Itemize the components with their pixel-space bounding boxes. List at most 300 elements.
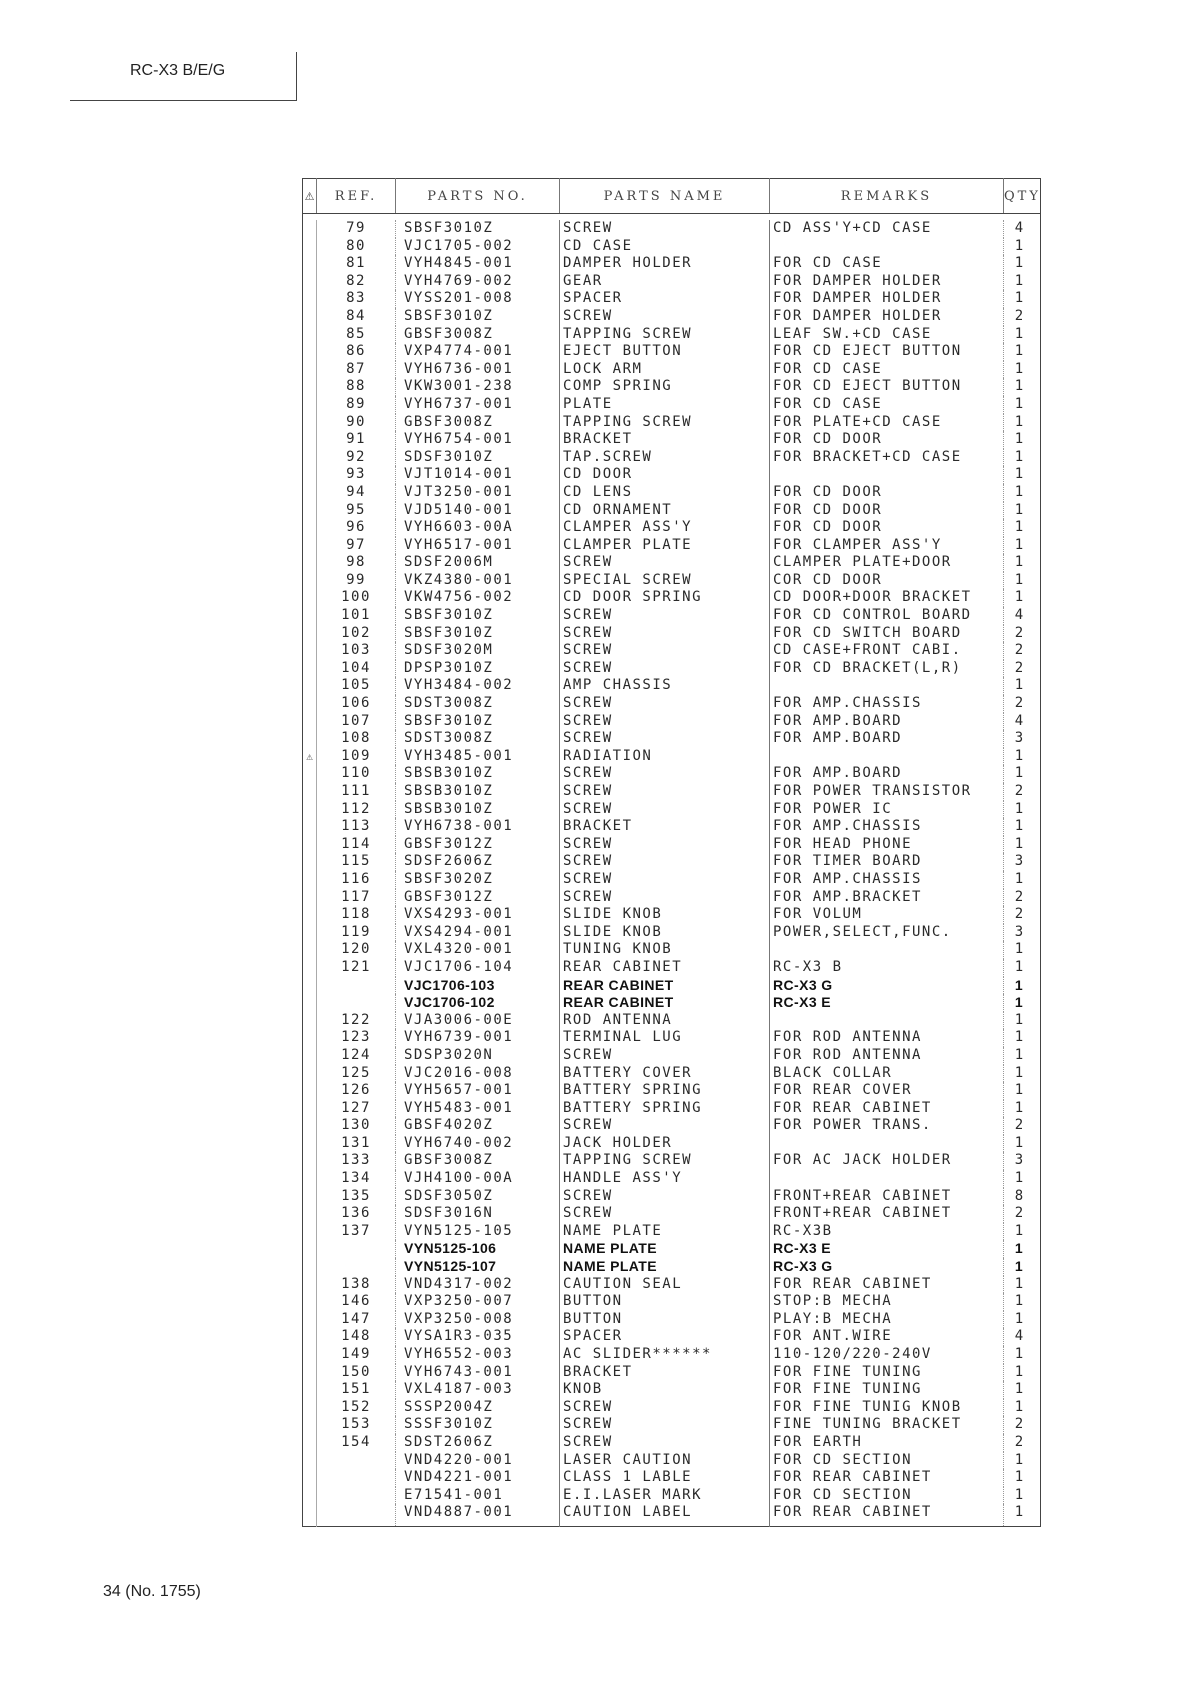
table-row <box>303 625 1041 643</box>
table-row <box>303 1381 1041 1399</box>
ref-cell: 105 <box>317 677 396 695</box>
ref-cell: 123 <box>317 1029 396 1047</box>
table-row <box>303 431 1041 449</box>
parts-name-cell: BRACKET <box>560 431 770 449</box>
table-row <box>303 273 1041 291</box>
parts-name-cell: DAMPER HOLDER <box>560 255 770 273</box>
ref-cell: 109 <box>317 748 396 766</box>
table-row <box>303 1170 1041 1188</box>
safety-warning-icon <box>303 1205 317 1223</box>
table-row <box>303 484 1041 502</box>
safety-warning-icon <box>303 220 317 238</box>
ref-cell: 107 <box>317 713 396 731</box>
remarks-cell: FOR AC JACK HOLDER <box>770 1152 1004 1170</box>
ref-cell: 124 <box>317 1047 396 1065</box>
parts-no-cell: VXP3250-007 <box>396 1293 560 1311</box>
parts-name-cell: LASER CAUTION <box>560 1452 770 1470</box>
safety-warning-icon <box>303 1452 317 1470</box>
ref-cell: 134 <box>317 1170 396 1188</box>
parts-no-cell: VYN5125-106 <box>396 1240 560 1258</box>
qty-cell: 1 <box>1004 519 1041 537</box>
table-row <box>303 308 1041 326</box>
ref-cell: 82 <box>317 273 396 291</box>
ref-cell: 118 <box>317 906 396 924</box>
ref-cell: 152 <box>317 1399 396 1417</box>
table-row <box>303 1240 1041 1258</box>
qty-cell: 1 <box>1004 871 1041 889</box>
qty-cell: 4 <box>1004 607 1041 625</box>
safety-warning-icon <box>303 801 317 819</box>
remarks-cell <box>770 238 1004 256</box>
parts-name-cell: COMP SPRING <box>560 378 770 396</box>
parts-no-cell: GBSF3008Z <box>396 326 560 344</box>
table-row <box>303 502 1041 520</box>
parts-no-cell: VYH6517-001 <box>396 537 560 555</box>
remarks-cell: FOR REAR CABINET <box>770 1100 1004 1118</box>
ref-cell: 96 <box>317 519 396 537</box>
table-row <box>303 853 1041 871</box>
safety-warning-icon <box>303 906 317 924</box>
parts-list-table <box>302 178 1041 1527</box>
table-row <box>303 941 1041 959</box>
safety-warning-icon <box>303 1152 317 1170</box>
parts-no-cell: VYH3485-001 <box>396 748 560 766</box>
qty-cell: 1 <box>1004 801 1041 819</box>
parts-no-cell: VKW4756-002 <box>396 589 560 607</box>
parts-name-cell: ROD ANTENNA <box>560 1012 770 1030</box>
parts-no-cell: SDSF3050Z <box>396 1188 560 1206</box>
ref-cell <box>317 1452 396 1470</box>
table-row <box>303 1188 1041 1206</box>
parts-name-cell: SCREW <box>560 765 770 783</box>
qty-cell: 2 <box>1004 1434 1041 1452</box>
table-row <box>303 1223 1041 1241</box>
table-row <box>303 1311 1041 1329</box>
safety-warning-icon <box>303 1346 317 1364</box>
ref-cell: 110 <box>317 765 396 783</box>
remarks-cell: FOR AMP.BOARD <box>770 765 1004 783</box>
ref-cell: 108 <box>317 730 396 748</box>
qty-cell: 1 <box>1004 1381 1041 1399</box>
table-row <box>303 589 1041 607</box>
parts-name-cell: SCREW <box>560 1205 770 1223</box>
parts-name-cell: AMP CHASSIS <box>560 677 770 695</box>
ref-cell: 149 <box>317 1346 396 1364</box>
qty-cell: 1 <box>1004 818 1041 836</box>
parts-name-cell: SLIDE KNOB <box>560 906 770 924</box>
qty-cell: 1 <box>1004 1469 1041 1487</box>
qty-cell: 1 <box>1004 378 1041 396</box>
remarks-cell <box>770 466 1004 484</box>
ref-cell: 151 <box>317 1381 396 1399</box>
parts-name-cell: SCREW <box>560 220 770 238</box>
qty-cell: 8 <box>1004 1188 1041 1206</box>
parts-no-cell: SDSF3016N <box>396 1205 560 1223</box>
parts-name-cell: NAME PLATE <box>560 1240 770 1258</box>
table-row <box>303 361 1041 379</box>
parts-name-cell: AC SLIDER****** <box>560 1346 770 1364</box>
table-row <box>303 994 1041 1012</box>
remarks-cell: FOR CD DOOR <box>770 519 1004 537</box>
ref-cell: 150 <box>317 1364 396 1382</box>
ref-cell: 111 <box>317 783 396 801</box>
safety-warning-icon <box>303 941 317 959</box>
parts-no-cell: VKW3001-238 <box>396 378 560 396</box>
qty-cell: 1 <box>1004 396 1041 414</box>
parts-no-cell: VYN5125-107 <box>396 1258 560 1276</box>
ref-cell: 102 <box>317 625 396 643</box>
remarks-cell: CD DOOR+DOOR BRACKET <box>770 589 1004 607</box>
ref-cell: 113 <box>317 818 396 836</box>
parts-name-cell: BRACKET <box>560 818 770 836</box>
remarks-cell: FOR BRACKET+CD CASE <box>770 449 1004 467</box>
parts-no-cell: SBSF3010Z <box>396 607 560 625</box>
safety-warning-icon <box>303 449 317 467</box>
qty-cell: 1 <box>1004 343 1041 361</box>
remarks-cell: FOR REAR CABINET <box>770 1504 1004 1526</box>
remarks-cell <box>770 1135 1004 1153</box>
remarks-cell: FOR HEAD PHONE <box>770 836 1004 854</box>
remarks-cell: FOR FINE TUNING <box>770 1381 1004 1399</box>
qty-cell: 1 <box>1004 1029 1041 1047</box>
remarks-cell: FOR TIMER BOARD <box>770 853 1004 871</box>
table-row <box>303 1399 1041 1417</box>
qty-cell: 1 <box>1004 994 1041 1012</box>
safety-warning-icon <box>303 695 317 713</box>
parts-no-cell: VND4317-002 <box>396 1276 560 1294</box>
remarks-cell: RC-X3 G <box>770 1258 1004 1276</box>
safety-warning-icon <box>303 361 317 379</box>
table-row <box>303 378 1041 396</box>
parts-no-cell: SBSB3010Z <box>396 765 560 783</box>
remarks-cell: FOR CD CONTROL BOARD <box>770 607 1004 625</box>
safety-warning-icon <box>303 537 317 555</box>
parts-no-cell: VJC2016-008 <box>396 1065 560 1083</box>
ref-cell: 83 <box>317 290 396 308</box>
ref-cell: 93 <box>317 466 396 484</box>
parts-no-cell: VND4887-001 <box>396 1504 560 1526</box>
parts-name-cell: JACK HOLDER <box>560 1135 770 1153</box>
parts-name-cell: SCREW <box>560 695 770 713</box>
parts-name-cell: SCREW <box>560 871 770 889</box>
remarks-cell <box>770 1170 1004 1188</box>
ref-cell: 81 <box>317 255 396 273</box>
remarks-cell: FOR EARTH <box>770 1434 1004 1452</box>
table-body <box>303 220 1041 1526</box>
safety-warning-icon <box>303 378 317 396</box>
safety-warning-icon <box>303 1276 317 1294</box>
parts-no-cell: SDSF2606Z <box>396 853 560 871</box>
safety-warning-icon <box>303 1012 317 1030</box>
safety-warning-icon <box>303 1399 317 1417</box>
ref-cell: 92 <box>317 449 396 467</box>
parts-name-cell: BATTERY COVER <box>560 1065 770 1083</box>
parts-no-cell: SDSF2006M <box>396 554 560 572</box>
qty-cell: 1 <box>1004 589 1041 607</box>
safety-warning-icon <box>303 1416 317 1434</box>
parts-name-cell: SCREW <box>560 889 770 907</box>
safety-warning-icon <box>303 502 317 520</box>
ref-cell: 135 <box>317 1188 396 1206</box>
parts-name-cell: SCREW <box>560 660 770 678</box>
qty-cell: 1 <box>1004 1311 1041 1329</box>
safety-warning-icon <box>303 853 317 871</box>
column-header-ref: REF. <box>317 179 396 214</box>
safety-warning-icon <box>303 1117 317 1135</box>
parts-name-cell: SCREW <box>560 642 770 660</box>
ref-cell <box>317 1240 396 1258</box>
column-header-remarks: REMARKS <box>770 179 1004 214</box>
safety-warning-icon <box>303 1469 317 1487</box>
table-row <box>303 1258 1041 1276</box>
parts-no-cell: VJT1014-001 <box>396 466 560 484</box>
parts-name-cell: TAPPING SCREW <box>560 414 770 432</box>
safety-warning-icon <box>303 1170 317 1188</box>
parts-no-cell: SBSF3010Z <box>396 220 560 238</box>
qty-cell: 3 <box>1004 730 1041 748</box>
parts-name-cell: CD ORNAMENT <box>560 502 770 520</box>
remarks-cell: FOR POWER TRANS. <box>770 1117 1004 1135</box>
parts-no-cell: VYH6740-002 <box>396 1135 560 1153</box>
ref-cell: 148 <box>317 1328 396 1346</box>
remarks-cell: RC-X3 E <box>770 994 1004 1012</box>
parts-no-cell: E71541-001 <box>396 1487 560 1505</box>
qty-cell: 4 <box>1004 713 1041 731</box>
remarks-cell: BLACK COLLAR <box>770 1065 1004 1083</box>
parts-name-cell: SPECIAL SCREW <box>560 572 770 590</box>
parts-no-cell: VND4221-001 <box>396 1469 560 1487</box>
parts-no-cell: VJC1706-104 <box>396 959 560 977</box>
ref-cell: 153 <box>317 1416 396 1434</box>
table-row <box>303 220 1041 238</box>
safety-warning-icon <box>303 1364 317 1382</box>
safety-warning-icon <box>303 1223 317 1241</box>
remarks-cell: FOR CD DOOR <box>770 484 1004 502</box>
table-row <box>303 1416 1041 1434</box>
safety-warning-icon <box>303 994 317 1012</box>
qty-cell: 1 <box>1004 1504 1041 1526</box>
parts-no-cell: VKZ4380-001 <box>396 572 560 590</box>
safety-warning-icon <box>303 871 317 889</box>
qty-cell: 1 <box>1004 502 1041 520</box>
parts-name-cell: BUTTON <box>560 1293 770 1311</box>
qty-cell: 1 <box>1004 1293 1041 1311</box>
safety-warning-icon <box>303 783 317 801</box>
safety-warning-icon <box>303 1487 317 1505</box>
ref-cell: 120 <box>317 941 396 959</box>
parts-name-cell: CAUTION LABEL <box>560 1504 770 1526</box>
qty-cell: 1 <box>1004 748 1041 766</box>
remarks-cell: FRONT+REAR CABINET <box>770 1205 1004 1223</box>
parts-name-cell: CD LENS <box>560 484 770 502</box>
ref-cell: 104 <box>317 660 396 678</box>
safety-warning-icon <box>303 730 317 748</box>
parts-name-cell: BRACKET <box>560 1364 770 1382</box>
qty-cell: 3 <box>1004 853 1041 871</box>
qty-cell: 1 <box>1004 1240 1041 1258</box>
qty-cell: 1 <box>1004 1065 1041 1083</box>
table-row <box>303 713 1041 731</box>
table-row <box>303 1293 1041 1311</box>
table-row <box>303 1117 1041 1135</box>
ref-cell: 127 <box>317 1100 396 1118</box>
parts-no-cell: VYH6603-00A <box>396 519 560 537</box>
table-row <box>303 748 1041 766</box>
ref-cell <box>317 1504 396 1526</box>
table-row <box>303 449 1041 467</box>
remarks-cell: FINE TUNING BRACKET <box>770 1416 1004 1434</box>
qty-cell: 2 <box>1004 1205 1041 1223</box>
qty-cell: 1 <box>1004 431 1041 449</box>
parts-no-cell: VXS4293-001 <box>396 906 560 924</box>
safety-warning-icon <box>303 1047 317 1065</box>
table-row <box>303 765 1041 783</box>
parts-name-cell: SCREW <box>560 730 770 748</box>
qty-cell: 3 <box>1004 924 1041 942</box>
parts-no-cell: VJH4100-00A <box>396 1170 560 1188</box>
parts-no-cell: SDST2606Z <box>396 1434 560 1452</box>
table-row <box>303 1029 1041 1047</box>
safety-warning-icon <box>303 1065 317 1083</box>
ref-cell: 147 <box>317 1311 396 1329</box>
safety-warning-icon <box>303 677 317 695</box>
remarks-cell: CD CASE+FRONT CABI. <box>770 642 1004 660</box>
ref-cell <box>317 1487 396 1505</box>
table-row <box>303 1065 1041 1083</box>
qty-cell: 1 <box>1004 1399 1041 1417</box>
remarks-cell: FOR AMP.CHASSIS <box>770 871 1004 889</box>
remarks-cell: FOR CD DOOR <box>770 502 1004 520</box>
parts-name-cell: SCREW <box>560 836 770 854</box>
ref-cell: 125 <box>317 1065 396 1083</box>
parts-no-cell: SDSF3010Z <box>396 449 560 467</box>
safety-warning-icon <box>303 414 317 432</box>
safety-warning-icon <box>303 572 317 590</box>
table-row <box>303 836 1041 854</box>
ref-cell <box>317 994 396 1012</box>
ref-cell: 106 <box>317 695 396 713</box>
parts-no-cell: VYH6737-001 <box>396 396 560 414</box>
parts-name-cell: SCREW <box>560 713 770 731</box>
parts-name-cell: CD DOOR SPRING <box>560 589 770 607</box>
remarks-cell: FOR PLATE+CD CASE <box>770 414 1004 432</box>
qty-cell: 2 <box>1004 783 1041 801</box>
parts-name-cell: BATTERY SPRING <box>560 1100 770 1118</box>
parts-no-cell: VYH5483-001 <box>396 1100 560 1118</box>
parts-no-cell: SSSF3010Z <box>396 1416 560 1434</box>
qty-cell: 3 <box>1004 1152 1041 1170</box>
ref-cell: 89 <box>317 396 396 414</box>
safety-warning-icon <box>303 484 317 502</box>
safety-warning-icon <box>303 1293 317 1311</box>
remarks-cell: FOR VOLUM <box>770 906 1004 924</box>
ref-cell: 121 <box>317 959 396 977</box>
remarks-cell <box>770 677 1004 695</box>
ref-cell: 101 <box>317 607 396 625</box>
table-row <box>303 238 1041 256</box>
safety-warning-icon <box>303 818 317 836</box>
ref-cell: 100 <box>317 589 396 607</box>
parts-no-cell: SDSP3020N <box>396 1047 560 1065</box>
table-row <box>303 1205 1041 1223</box>
parts-name-cell: E.I.LASER MARK <box>560 1487 770 1505</box>
qty-cell: 1 <box>1004 941 1041 959</box>
ref-cell: 115 <box>317 853 396 871</box>
parts-no-cell: VXL4187-003 <box>396 1381 560 1399</box>
qty-cell: 2 <box>1004 308 1041 326</box>
table-row <box>303 677 1041 695</box>
safety-warning-icon <box>303 343 317 361</box>
parts-name-cell: TERMINAL LUG <box>560 1029 770 1047</box>
remarks-cell: FOR POWER IC <box>770 801 1004 819</box>
qty-cell: 2 <box>1004 695 1041 713</box>
remarks-cell: CLAMPER PLATE+DOOR <box>770 554 1004 572</box>
qty-cell: 1 <box>1004 1487 1041 1505</box>
parts-no-cell: GBSF3012Z <box>396 836 560 854</box>
parts-no-cell: VYH6738-001 <box>396 818 560 836</box>
remarks-cell: FOR POWER TRANSISTOR <box>770 783 1004 801</box>
parts-no-cell: VYH6754-001 <box>396 431 560 449</box>
remarks-cell: POWER,SELECT,FUNC. <box>770 924 1004 942</box>
ref-cell: 114 <box>317 836 396 854</box>
remarks-cell: RC-X3B <box>770 1223 1004 1241</box>
remarks-cell: FOR CD CASE <box>770 361 1004 379</box>
table-row <box>303 326 1041 344</box>
parts-name-cell: SCREW <box>560 1434 770 1452</box>
safety-warning-icon <box>303 431 317 449</box>
parts-name-cell: REAR CABINET <box>560 994 770 1012</box>
table-row <box>303 730 1041 748</box>
table-row <box>303 783 1041 801</box>
parts-name-cell: RADIATION <box>560 748 770 766</box>
ref-cell: 138 <box>317 1276 396 1294</box>
parts-no-cell: VYH5657-001 <box>396 1082 560 1100</box>
parts-name-cell: SCREW <box>560 308 770 326</box>
parts-name-cell: NAME PLATE <box>560 1223 770 1241</box>
safety-warning-icon <box>303 1311 317 1329</box>
ref-cell: 91 <box>317 431 396 449</box>
header-rule-vertical <box>296 52 297 101</box>
qty-cell: 4 <box>1004 1328 1041 1346</box>
parts-name-cell: EJECT BUTTON <box>560 343 770 361</box>
qty-cell: 1 <box>1004 836 1041 854</box>
parts-no-cell: GBSF3008Z <box>396 414 560 432</box>
remarks-cell: FOR REAR COVER <box>770 1082 1004 1100</box>
qty-cell: 1 <box>1004 361 1041 379</box>
table-row <box>303 1487 1041 1505</box>
parts-name-cell: CAUTION SEAL <box>560 1276 770 1294</box>
ref-cell: 119 <box>317 924 396 942</box>
parts-no-cell: VND4220-001 <box>396 1452 560 1470</box>
parts-no-cell: VXP4774-001 <box>396 343 560 361</box>
remarks-cell: FOR AMP.BRACKET <box>770 889 1004 907</box>
parts-no-cell: SDSF3020M <box>396 642 560 660</box>
qty-cell: 4 <box>1004 220 1041 238</box>
column-header-parts-no: PARTS NO. <box>396 179 560 214</box>
parts-no-cell: GBSF4020Z <box>396 1117 560 1135</box>
safety-warning-icon <box>303 238 317 256</box>
remarks-cell: FOR ROD ANTENNA <box>770 1047 1004 1065</box>
parts-name-cell: GEAR <box>560 273 770 291</box>
safety-warning-icon <box>303 1188 317 1206</box>
safety-warning-icon <box>303 1135 317 1153</box>
ref-cell: 87 <box>317 361 396 379</box>
column-header-qty: QTY <box>1004 179 1041 214</box>
parts-no-cell: VXP3250-008 <box>396 1311 560 1329</box>
parts-no-cell: VYH3484-002 <box>396 677 560 695</box>
safety-warning-icon <box>303 959 317 977</box>
safety-warning-icon <box>303 977 317 995</box>
